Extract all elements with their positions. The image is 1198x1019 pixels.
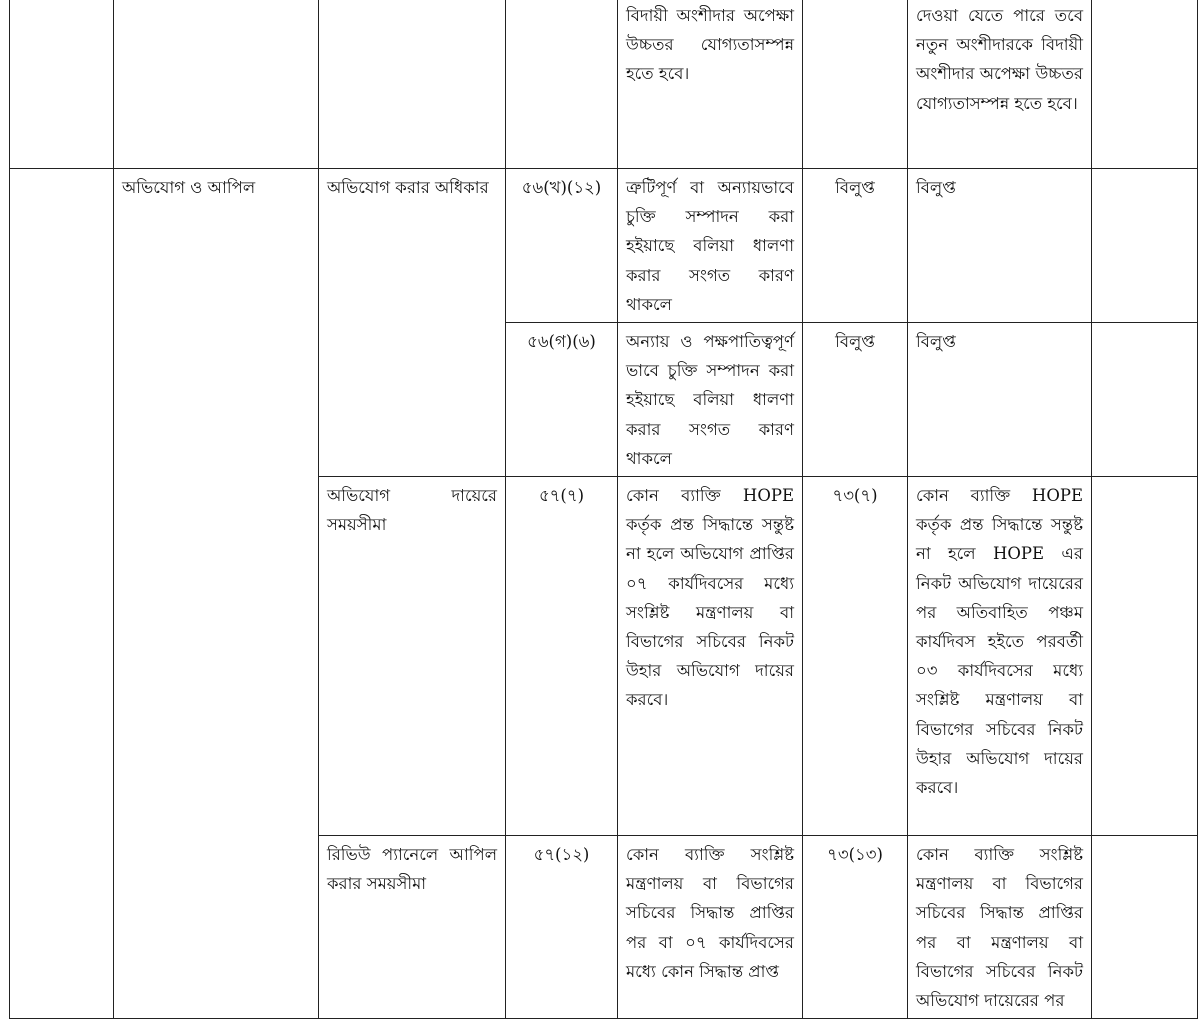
margin-cell — [10, 0, 114, 169]
new-text-cell: কোন ব্যাক্তি HOPE কর্তৃক প্রন্ত সিদ্ধান্তে সন্তুষ্ট না হলে HOPE এর নিকট অভিযোগ দায়েরের পর অতিবাহিত পঞ্চম কার্যদিবস হইতে পরবর্তী ০৩ কার্যদিবসের মধ্যে সংশ্লিষ্ট মন্ত্রণালয় বা বিভাগের সচিবের নিকট উহার অভিযোগ দায়ের করবে। — [908, 477, 1092, 836]
prev-rule-cell: ৫৬(গ)(৬) — [506, 323, 618, 477]
prev-rule-cell: ৫৭(১২) — [506, 836, 618, 1019]
topic-cell: অভিযোগ করার অধিকার — [319, 169, 506, 477]
new-text-cell: কোন ব্যাক্তি সংশ্লিষ্ট মন্ত্রণালয় বা বিভাগের সচিবের সিদ্ধান্ত প্রাপ্তির পর বা মন্ত্রণালয় বা বিভাগের সচিবের নিকট অভিযোগ দায়েরের পর — [908, 836, 1092, 1019]
remarks-cell — [1092, 477, 1198, 836]
prev-rule-cell: ৫৭(৭) — [506, 477, 618, 836]
prev-text-cell: ত্রুটিপূর্ণ বা অন্যায়ভাবে চুক্তি সম্পাদন করা হইয়াছে বলিয়া ধালণা করার সংগত কারণ থাকলে — [618, 169, 803, 323]
prev-rule-cell — [506, 0, 618, 169]
new-text-cell: দেওয়া যেতে পারে তবে নতুন অংশীদারকে বিদায়ী অংশীদার অপেক্ষা উচ্চতর যোগ্যতাসম্পন্ন হতে হবে। — [908, 0, 1092, 169]
new-rule-cell: বিলুপ্ত — [803, 169, 908, 323]
remarks-cell — [1092, 836, 1198, 1019]
topic-cell: রিভিউ প্যানেলে আপিল করার সময়সীমা — [319, 836, 506, 1019]
table-row — [10, 169, 1198, 323]
new-rule-cell — [803, 0, 908, 169]
new-rule-cell: ৭৩(৭) — [803, 477, 908, 836]
category-cell — [114, 0, 319, 169]
remarks-cell — [1092, 0, 1198, 169]
new-rule-cell: ৭৩(১৩) — [803, 836, 908, 1019]
rules-comparison-table — [9, 0, 1198, 1019]
category-cell: অভিযোগ ও আপিল — [114, 169, 319, 1019]
table-row — [10, 0, 1198, 169]
new-text-cell: বিলুপ্ত — [908, 323, 1092, 477]
topic-cell — [319, 0, 506, 169]
topic-cell: অভিযোগ দায়েরে সময়সীমা — [319, 477, 506, 836]
prev-text-cell: কোন ব্যাক্তি সংশ্লিষ্ট মন্ত্রণালয় বা বিভাগের সচিবের সিদ্ধান্ত প্রাপ্তির পর বা ০৭ কার্যদিবসের মধ্যে কোন সিদ্ধান্ত প্রাপ্ত — [618, 836, 803, 1019]
prev-text-cell: বিদায়ী অংশীদার অপেক্ষা উচ্চতর যোগ্যতাসম্পন্ন হতে হবে। — [618, 0, 803, 169]
new-text-cell: বিলুপ্ত — [908, 169, 1092, 323]
prev-text-cell: অন্যায় ও পক্ষপাতিত্বপূর্ণ ভাবে চুক্তি সম্পাদন করা হইয়াছে বলিয়া ধালণা করার সংগত কারণ থাকলে — [618, 323, 803, 477]
margin-cell — [10, 169, 114, 1019]
prev-rule-cell: ৫৬(খ)(১২) — [506, 169, 618, 323]
prev-text-cell: কোন ব্যাক্তি HOPE কর্তৃক প্রন্ত সিদ্ধান্তে সন্তুষ্ট না হলে অভিযোগ প্রাপ্তির ০৭ কার্যদিবসের মধ্যে সংশ্লিষ্ট মন্ত্রণালয় বা বিভাগের সচিবের নিকট উহার অভিযোগ দায়ের করবে। — [618, 477, 803, 836]
remarks-cell — [1092, 169, 1198, 323]
new-rule-cell: বিলুপ্ত — [803, 323, 908, 477]
remarks-cell — [1092, 323, 1198, 477]
